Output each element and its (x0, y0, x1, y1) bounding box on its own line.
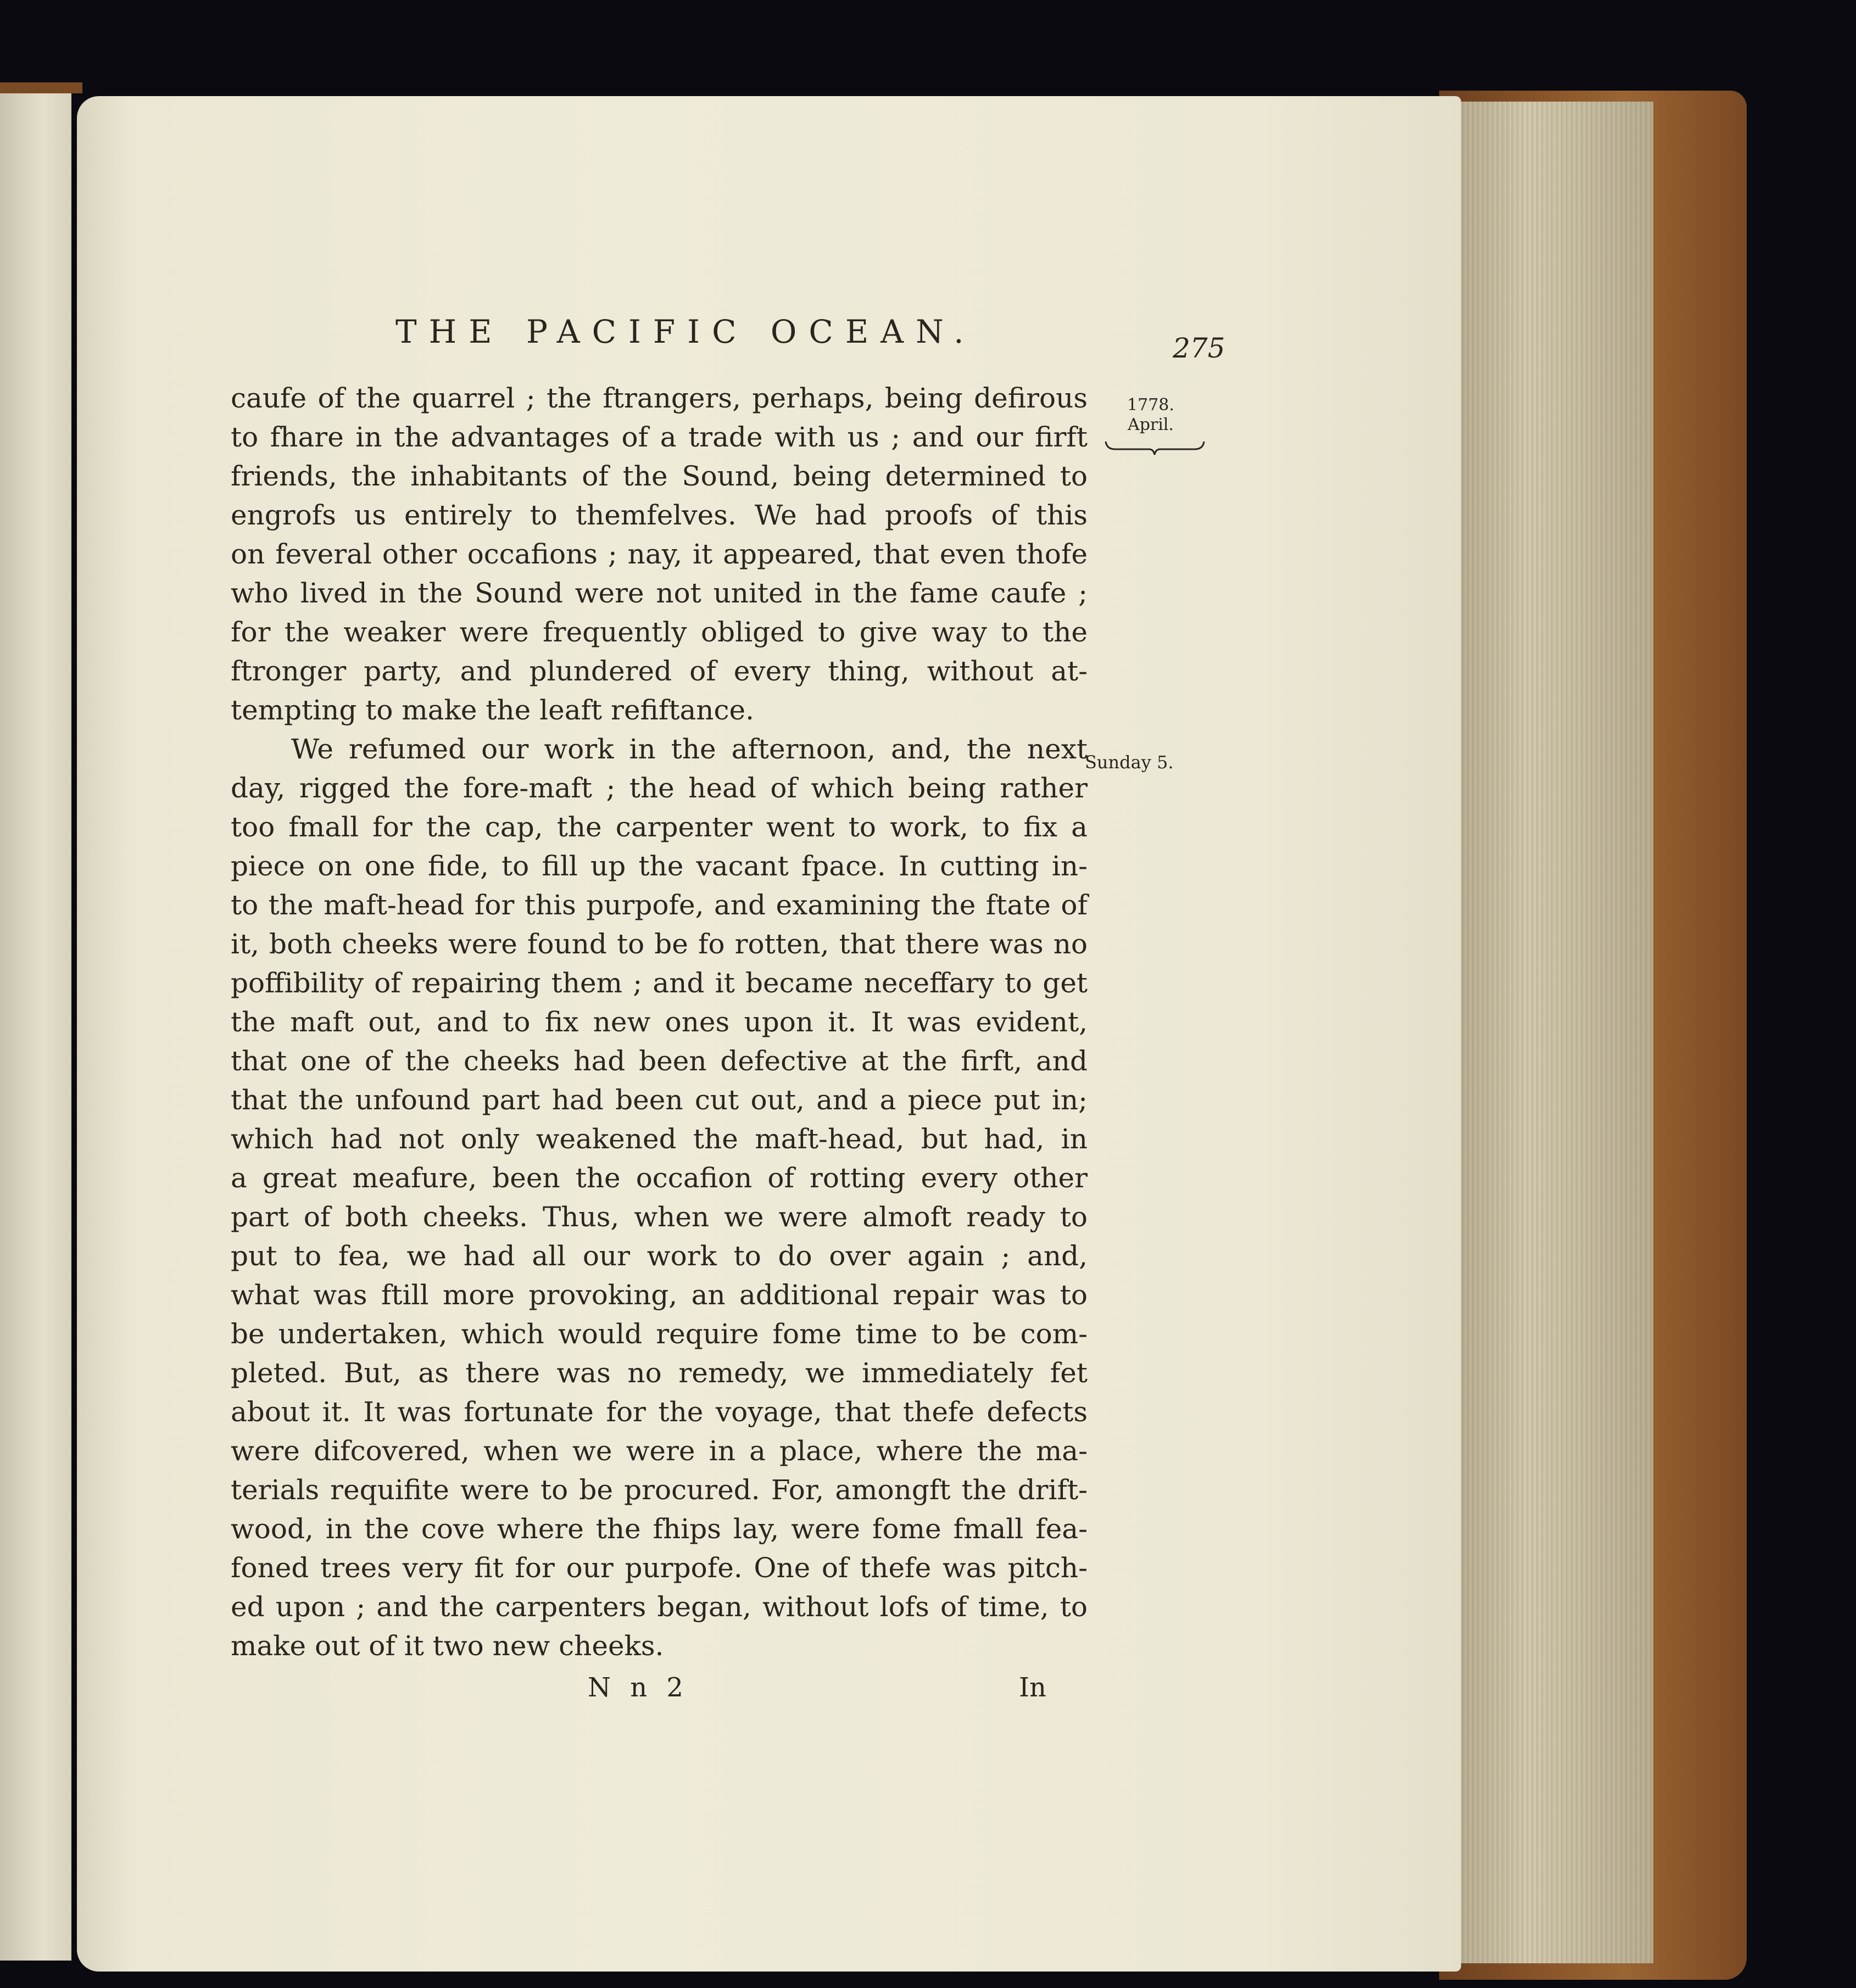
signature-mark: N n 2 (588, 1672, 689, 1703)
fore-edge-shadow (1445, 102, 1653, 1963)
body-text (231, 379, 1088, 1666)
text-line: ed upon ; and the carpenters began, without lofs of time, to (231, 1591, 1088, 1623)
text-line: that the unfound part had been cut out, and a piece put in; (231, 1084, 1088, 1116)
text-line: put to fea, we had all our work to do over again ; and, (231, 1240, 1088, 1272)
text-line: about it. It was fortunate for the voyage, that thefe defects (231, 1396, 1088, 1428)
margin-month: April. (1128, 415, 1174, 434)
page-number: 275 (1173, 332, 1225, 364)
text-line: part of both cheeks. Thus, when we were almoft ready to (231, 1201, 1088, 1233)
text-line: to the maft-head for this purpofe, and examining the ftate of (231, 889, 1088, 921)
text-line: terials requifite were to be procured. For, amongft the drift- (231, 1474, 1088, 1506)
text-line: who lived in the Sound were not united in the fame caufe ; (231, 577, 1088, 609)
text-line: for the weaker were frequently obliged to give way to the (231, 616, 1088, 648)
text-line: too fmall for the cap, the carpenter went to work, to fix a (231, 811, 1088, 843)
margin-brace-icon (1104, 439, 1206, 456)
text-line: a great meafure, been the occafion of rotting every other (231, 1162, 1088, 1194)
text-line: wood, in the cove where the fhips lay, were fome fmall fea- (231, 1513, 1088, 1545)
margin-year: 1778. (1127, 395, 1174, 415)
text-line: pleted. But, as there was no remedy, we immediately fet (231, 1357, 1088, 1389)
text-line: the maft out, and to fix new ones upon it. It was evident, (231, 1006, 1088, 1038)
text-line: day, rigged the fore-maft ; the head of which being rather (231, 772, 1088, 804)
margin-date (1104, 395, 1197, 435)
text-line: engrofs us entirely to themfelves. We had proofs of this (231, 499, 1088, 531)
text-line: to fhare in the advantages of a trade with us ; and our firft (231, 421, 1088, 453)
text-line: We refumed our work in the afternoon, and, the next (291, 733, 1088, 765)
text-line: make out of it two new cheeks. (231, 1630, 664, 1662)
previous-page-edge (0, 93, 71, 1961)
text-line: were difcovered, when we were in a place, where the ma- (231, 1435, 1088, 1467)
text-line: poffibility of repairing them ; and it became neceffary to get (231, 967, 1088, 999)
text-line: caufe of the quarrel ; the ftrangers, perhaps, being defirous (231, 382, 1088, 414)
text-line: it, both cheeks were found to be fo rotten, that there was no (231, 928, 1088, 960)
text-line: friends, the inhabitants of the Sound, being determined to (231, 460, 1088, 492)
text-line: foned trees very fit for our purpofe. One of thefe was pitch- (231, 1552, 1088, 1584)
text-line: be undertaken, which would require fome time to be com- (231, 1318, 1088, 1350)
text-line: what was ftill more provoking, an additional repair was to (231, 1279, 1088, 1311)
text-line: on feveral other occafions ; nay, it appeared, that even thofe (231, 538, 1088, 570)
running-head: THE PACIFIC OCEAN. (395, 313, 976, 350)
text-line: which had not only weakened the maft-head, but had, in (231, 1123, 1088, 1155)
margin-day: Sunday 5. (1085, 752, 1174, 773)
left-cover-edge (0, 82, 82, 93)
text-line: tempting to make the leaft refiftance. (231, 694, 754, 726)
text-line: ftronger party, and plundered of every thing, without at- (231, 655, 1088, 687)
text-line: piece on one fide, to fill up the vacant fpace. In cutting in- (231, 850, 1088, 882)
catchword: In (1019, 1672, 1046, 1703)
text-line: that one of the cheeks had been defective at the firft, and (231, 1045, 1088, 1077)
